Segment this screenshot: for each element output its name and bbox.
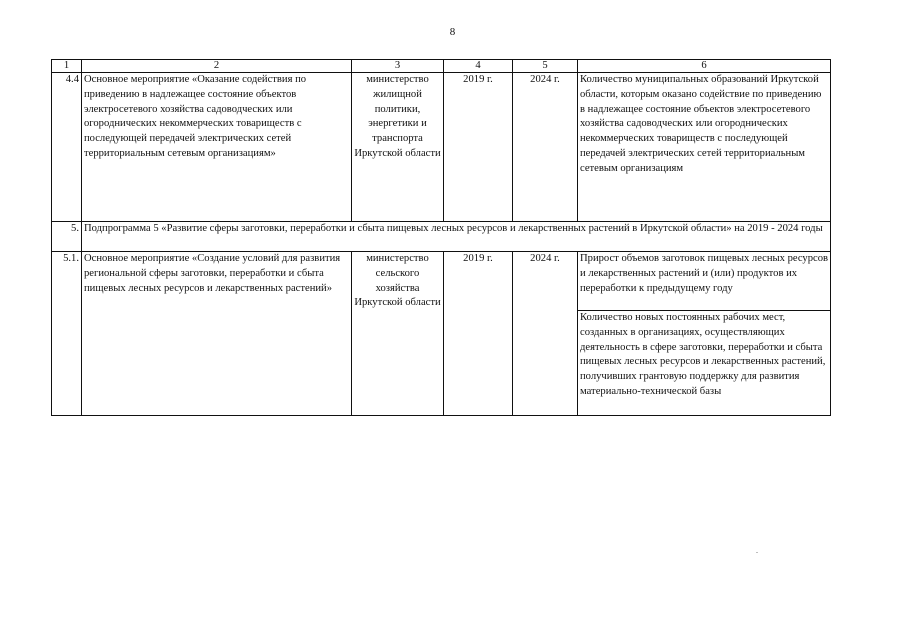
subprogram-title: Подпрограмма 5 «Развитие сферы заготовки, переработки и сбыта пищевых лесных ресурсов и лекарственных растений в Иркутской области» на 2019 - 2024 годы: [82, 222, 831, 252]
table-row: [52, 73, 831, 222]
executor: министерство жилищной политики, энергетики и транспорта Иркутской области: [352, 73, 444, 222]
header-col-6: 6: [578, 60, 831, 73]
header-col-3: 3: [352, 60, 444, 73]
table-header-row: [52, 60, 831, 73]
indicator-2: Количество новых постоянных рабочих мест, созданных в организациях, осуществляющих деятельность в сфере заготовки, переработки и сбыта пищевых лесных ресурсов и лекарственных растений, получивших грантовую поддержку для развития материально-технической базы: [580, 312, 826, 397]
end-year: 2024 г.: [513, 73, 578, 222]
table-row: [52, 252, 831, 416]
page-number: 8: [449, 26, 456, 38]
header-col-2: 2: [82, 60, 352, 73]
table-row-subprogram: [52, 222, 831, 252]
measure-name: Основное мероприятие «Оказание содействия по приведению в надлежащее состояние объектов электросетевого хозяйства садоводческих или огороднических некоммерческих товариществ с последующей передачей электрических сетей территориальным сетевым организациям»: [82, 73, 352, 222]
indicator: Количество муниципальных образований Иркутской области, которым оказано содействие по приведению в надлежащее состояние объектов электросетевого хозяйства садоводческих или огороднических некоммерческих товариществ с последующей передачей электрических сетей территориальным сетевым организациям: [578, 73, 831, 222]
row-number: 5.1.: [52, 252, 82, 416]
start-year: 2019 г.: [444, 73, 513, 222]
header-col-4: 4: [444, 60, 513, 73]
header-col-1: 1: [52, 60, 82, 73]
executor: министерство сельского хозяйства Иркутской области: [352, 252, 444, 416]
measures-table: [51, 59, 831, 416]
measure-name: Основное мероприятие «Создание условий для развития региональной сферы заготовки, переработки и сбыта пищевых лесных ресурсов и лекарственных растений»: [82, 252, 352, 416]
indicator-1: Прирост объемов заготовок пищевых лесных ресурсов и лекарственных растений и (или) продуктов их переработки к предыдущему году: [578, 252, 830, 311]
indicator-cell: [578, 252, 831, 416]
stray-mark: .: [756, 546, 758, 555]
start-year: 2019 г.: [444, 252, 513, 416]
header-col-5: 5: [513, 60, 578, 73]
end-year: 2024 г.: [513, 252, 578, 416]
row-number: 5.: [52, 222, 82, 252]
row-number: 4.4: [52, 73, 82, 222]
